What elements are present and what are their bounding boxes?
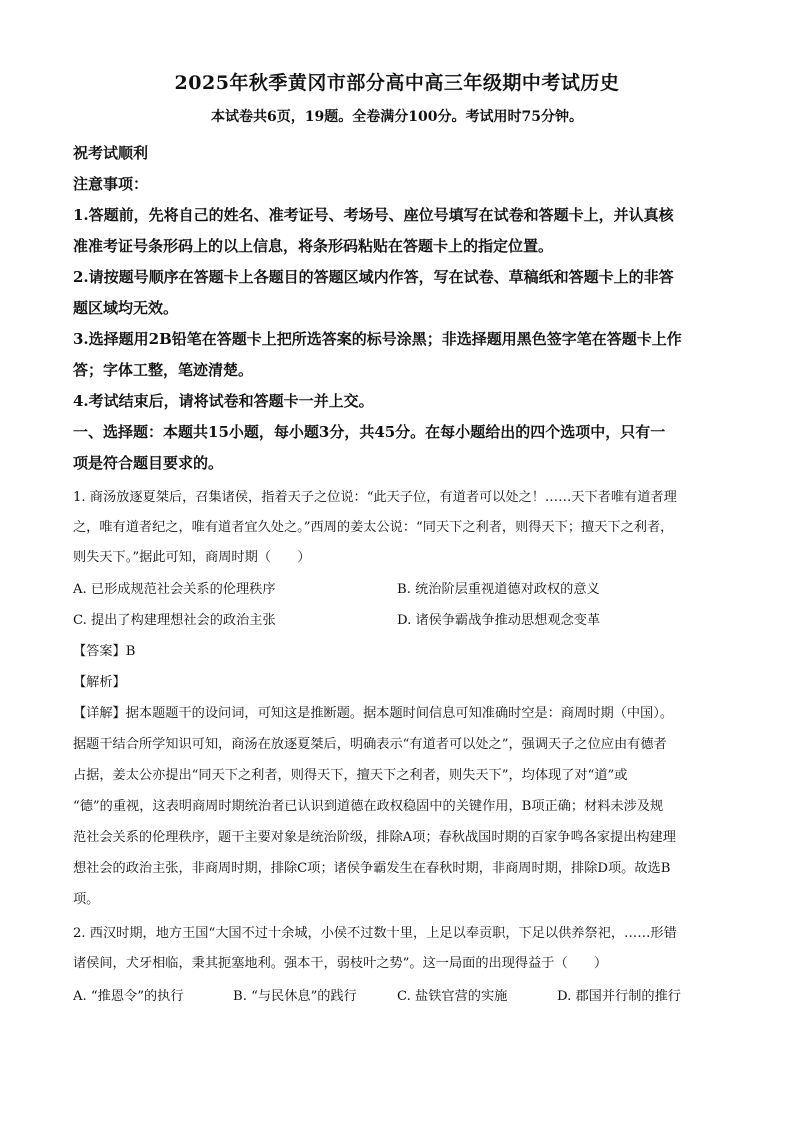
q1-detail-line: 想社会的政治主张，非商周时期，排除C项；诸侯争霸发生在春秋时期，非商周时期，排除D项。故选B bbox=[73, 861, 671, 876]
question-1-stem: 1. 商汤放逐夏桀后，召集诸侯，指着天子之位说：“此天子位，有道者可以处之！……天下者唯有道者理 bbox=[73, 490, 677, 505]
q1-detail-line: 【详解】据本题题干的设问词，可知这是推断题。据本题时间信息可知准确时空是：商周时期（中国）。 bbox=[73, 706, 674, 721]
q2-option-b: B. “与民休息”的践行 bbox=[233, 989, 357, 1004]
q1-option-b: B. 统治阶层重视道德对政权的意义 bbox=[397, 582, 600, 597]
q1-answer: 【答案】B bbox=[73, 644, 136, 659]
question-2-stem: 2. 西汉时期，地方王国“大国不过十余城，小侯不过数十里，上足以奉贡职，下足以供养祭祀，……形错 bbox=[73, 926, 677, 941]
q1-detail-line: 项。 bbox=[73, 892, 100, 907]
exam-subtitle: 本试卷共6页，19题。全卷满分100分。考试用时75分钟。 bbox=[211, 109, 583, 125]
q1-option-a: A. 已形成规范社会关系的伦理秩序 bbox=[73, 582, 276, 597]
q1-option-d: D. 诸侯争霸战争推动思想观念变革 bbox=[397, 613, 601, 628]
question-1-stem: 则失天下。”据此可知，商周时期（ ） bbox=[73, 550, 311, 565]
question-1-stem: 之，唯有道者纪之，唯有道者宜久处之。”西周的姜太公说：“同天下之利者，则得天下；擅天下之利者， bbox=[73, 520, 674, 535]
notice-line: 2.请按题号顺序在答题卡上各题目的答题区域内作答，写在试卷、草稿纸和答题卡上的非答 bbox=[73, 268, 674, 286]
notice-line: 题区域均无效。 bbox=[73, 299, 179, 317]
q1-detail-line: “德”的重视，这表明商周时期统治者已认识到道德在政权稳固中的关键作用，B项正确；材料未涉及规 bbox=[73, 799, 664, 814]
q2-option-d: D. 郡国并行制的推行 bbox=[557, 989, 681, 1004]
section-heading: 一、选择题：本题共15小题，每小题3分，共45分。在每小题给出的四个选项中，只有一 bbox=[73, 423, 666, 441]
question-2-stem: 诸侯间，犬牙相临，秉其扼塞地利。强本干，弱枝叶之势”。这一局面的出现得益于（ ） bbox=[73, 956, 608, 971]
q2-option-c: C. 盐铁官营的实施 bbox=[397, 989, 508, 1004]
notice-heading: 注意事项： bbox=[73, 175, 149, 193]
q1-detail-line: 范社会关系的伦理秩序，题干主要对象是统治阶级，排除A项；春秋战国时期的百家争鸣各家提出构建理 bbox=[73, 830, 676, 845]
notice-line: 1.答题前，先将自己的姓名、准考证号、考场号、座位号填写在试卷和答题卡上，并认真核 bbox=[73, 206, 674, 224]
q1-detail-line: 占据，姜太公亦提出“同天下之利者，则得天下，擅天下之利者，则失天下”，均体现了对“道”或 bbox=[73, 768, 628, 783]
notice-line: 4.考试结束后，请将试卷和答题卡一并上交。 bbox=[73, 392, 374, 410]
exam-title: 2025年秋季黄冈市部分高中高三年级期中考试历史 bbox=[174, 72, 620, 94]
q2-option-a: A. “推恩令”的执行 bbox=[73, 989, 184, 1004]
notice-line: 答；字体工整，笔迹清楚。 bbox=[73, 361, 254, 379]
q1-option-c: C. 提出了构建理想社会的政治主张 bbox=[73, 613, 276, 628]
notice-line: 3.选择题用2B铅笔在答题卡上把所选答案的标号涂黑；非选择题用黑色签字笔在答题卡上作 bbox=[73, 330, 682, 348]
q1-detail-line: 据题干结合所学知识可知，商汤在放逐夏桀后，明确表示“有道者可以处之”，强调天子之位应由有德者 bbox=[73, 737, 667, 752]
q1-analysis-label: 【解析】 bbox=[73, 675, 126, 690]
wish-line: 祝考试顺利 bbox=[73, 144, 149, 162]
notice-line: 准准考证号条形码上的以上信息，将条形码粘贴在答题卡上的指定位置。 bbox=[73, 237, 554, 255]
section-heading: 项是符合题目要求的。 bbox=[73, 454, 224, 472]
